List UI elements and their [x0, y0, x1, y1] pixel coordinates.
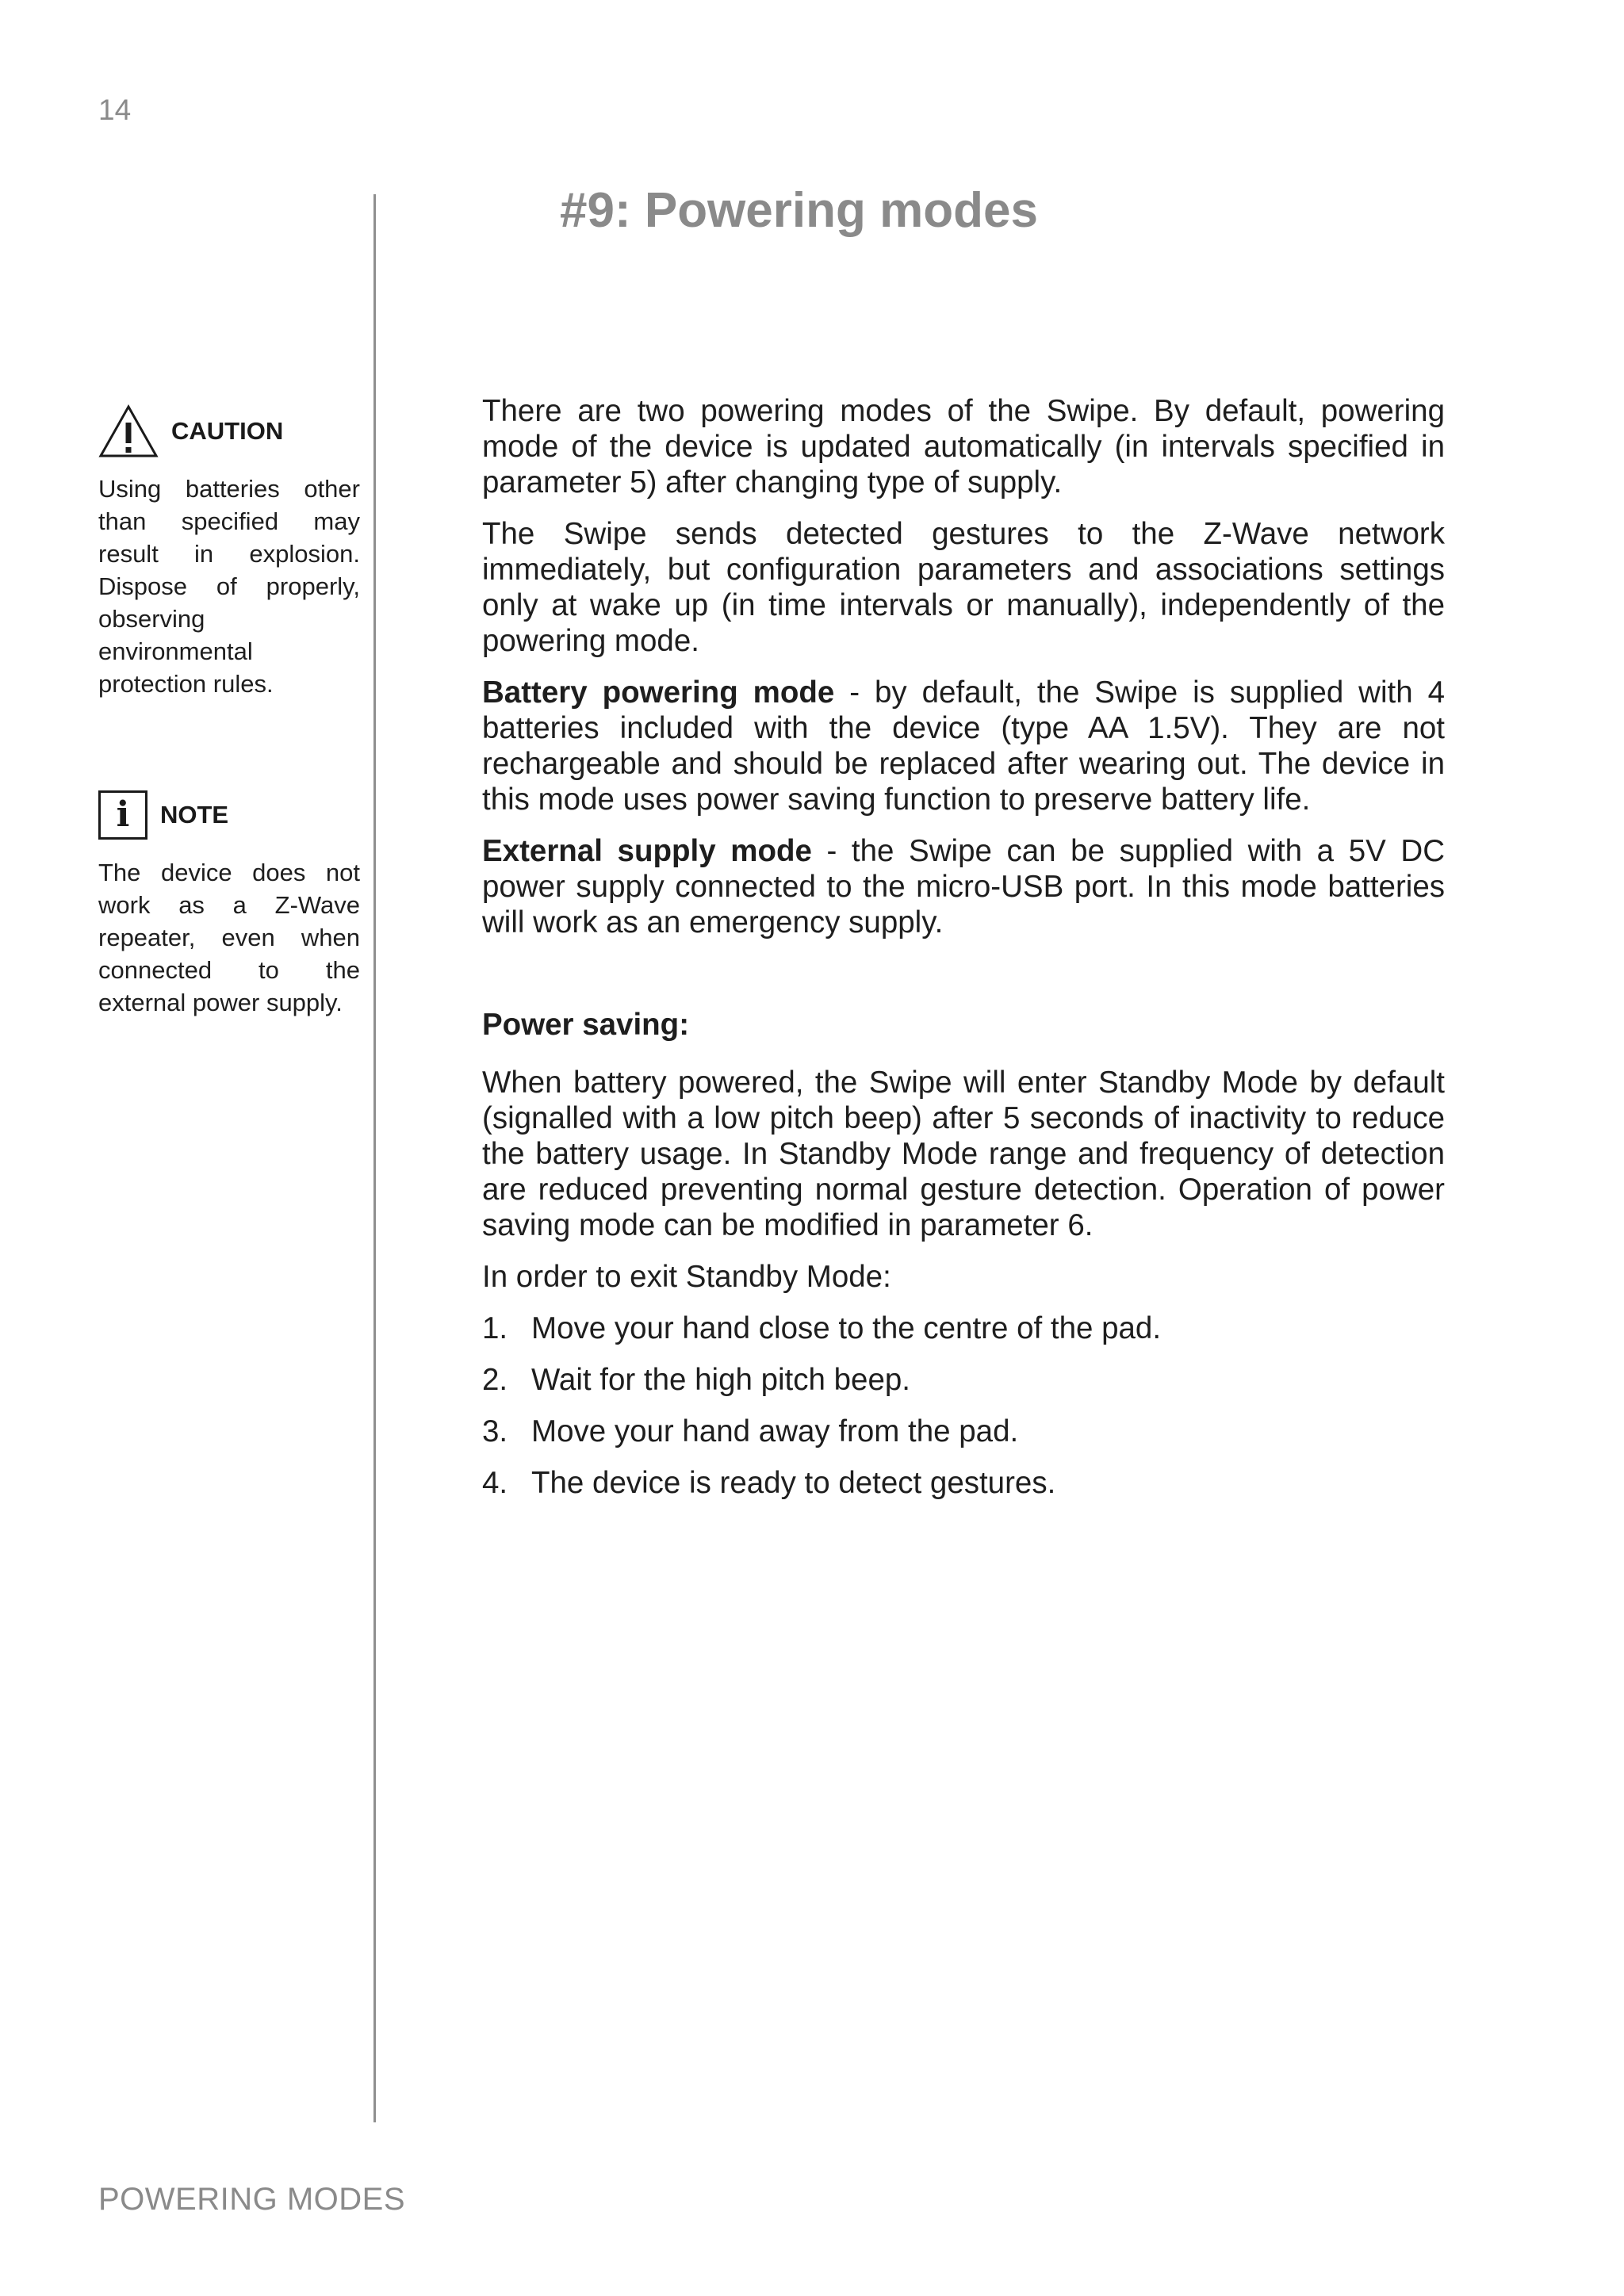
caution-text: Using batteries other than specified may result in explosion. Dispose of properly, observing environmental protection rules.	[98, 475, 360, 698]
exit-standby-steps	[482, 1311, 1445, 1501]
step-number: 1.	[482, 1311, 508, 1345]
page-number: 14	[98, 94, 132, 126]
step-text: Move your hand away from the pad.	[531, 1414, 1019, 1448]
intro-paragraph: There are two powering modes of the Swipe. By default, powering mode of the device is updated automatically (in intervals specified in parameter 5) after changing type of supply.	[482, 394, 1445, 499]
note-box	[98, 785, 360, 1019]
step-text: Move your hand close to the centre of the pad.	[531, 1311, 1162, 1345]
caution-label: CAUTION	[171, 417, 284, 445]
column-divider	[373, 194, 376, 2122]
note-header	[98, 785, 360, 845]
external-mode-paragraph	[482, 833, 1445, 940]
battery-mode-term: Battery powering mode	[482, 675, 835, 710]
step-number: 2.	[482, 1363, 508, 1397]
power-saving-paragraph: When battery powered, the Swipe will enter Standby Mode by default (signalled with a low pitch beep) after 5 seconds of inactivity to reduce the battery usage. In Standby Mode range and frequency of detection are reduced preventing normal gesture detection. Operation of power saving mode can be modified in parameter 6.	[482, 1066, 1445, 1242]
info-icon: i	[98, 790, 147, 840]
list-item	[482, 1414, 1445, 1449]
battery-mode-paragraph	[482, 675, 1445, 817]
main-content	[482, 393, 1445, 1517]
note-label: NOTE	[160, 801, 229, 828]
list-item	[482, 1311, 1445, 1346]
warning-triangle-icon	[98, 404, 159, 459]
caution-header	[98, 401, 360, 461]
power-saving-heading: Power saving:	[482, 1008, 690, 1042]
step-text: The device is ready to detect gestures.	[531, 1466, 1056, 1500]
list-item	[482, 1465, 1445, 1501]
list-item	[482, 1362, 1445, 1398]
section-footer: POWERING MODES	[98, 2182, 406, 2217]
step-number: 4.	[482, 1466, 508, 1500]
note-text: The device does not work as a Z-Wave repeater, even when connected to the external power supply.	[98, 859, 360, 1016]
exit-standby-intro: In order to exit Standby Mode:	[482, 1260, 891, 1294]
external-mode-term: External supply mode	[482, 834, 812, 868]
external-mode-text: - the Swipe can be supplied with a 5V DC power supply connected to the micro-USB port. In this mode batteries will work as an emergency supply.	[482, 834, 1445, 939]
page-title: #9: Powering modes	[560, 183, 1038, 238]
step-text: Wait for the high pitch beep.	[531, 1363, 910, 1397]
caution-box	[98, 401, 360, 700]
battery-mode-text: - by default, the Swipe is supplied with 4 batteries included with the device (type AA 1.5V). They are not rechargeable and should be replaced after wearing out. The device in this mode uses power saving function to preserve battery life.	[482, 675, 1445, 817]
network-paragraph: The Swipe sends detected gestures to the Z-Wave network immediately, but configuration parameters and associations settings only at wake up (in time intervals or manually), independently of the powering mode.	[482, 517, 1445, 658]
step-number: 3.	[482, 1414, 508, 1448]
